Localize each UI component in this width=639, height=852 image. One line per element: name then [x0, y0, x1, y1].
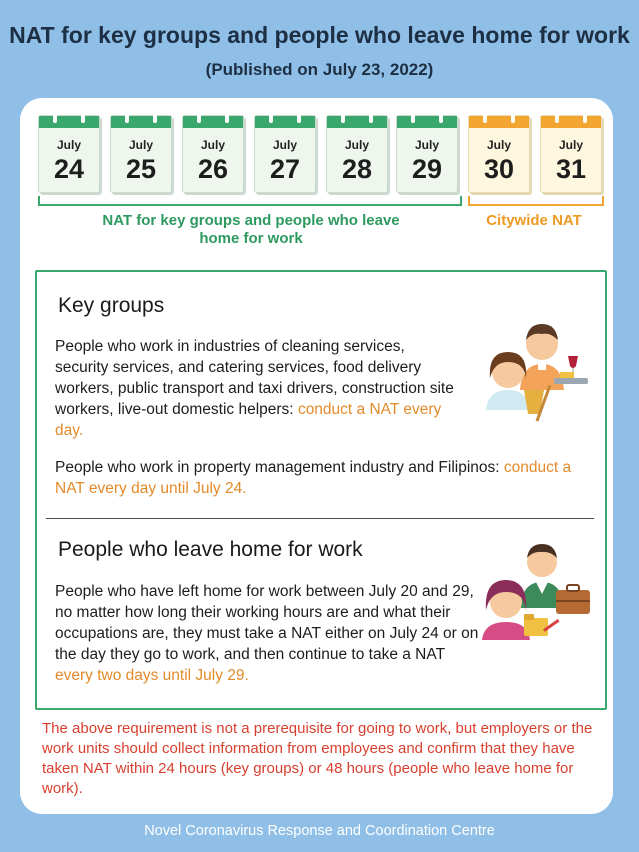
calendar-date: 27 — [269, 154, 301, 184]
calendar-header-bar — [255, 116, 315, 128]
calendar-date: 31 — [555, 154, 587, 184]
section-divider — [46, 518, 594, 519]
key-groups-para1-highlight: conduct a NAT every day. — [55, 401, 442, 439]
requirement-note: The above requirement is not a prerequisite for going to work, but employers or the work units should collect information from employees and confirm that they have taken NAT within 24 hours (key groups) or 48 hours (people who leave home for work). — [42, 720, 593, 797]
key-groups-heading: Key groups — [58, 294, 165, 317]
calendar-ring — [53, 113, 57, 123]
calendar-ring — [197, 113, 201, 123]
calendar-date: 30 — [483, 154, 515, 184]
calendar-day-24 — [38, 115, 100, 193]
calendar-day-29 — [396, 115, 458, 193]
leave-home-heading: People who leave home for work — [58, 538, 363, 561]
calendar-header-bar — [327, 116, 387, 128]
calendar-header-bar — [111, 116, 171, 128]
calendar-ring — [341, 113, 345, 123]
calendar-header-bar — [183, 116, 243, 128]
calendar-month: July — [128, 138, 153, 152]
calendar-ring — [411, 113, 415, 123]
calendar-header-bar — [397, 116, 457, 128]
calendar-day-27 — [254, 115, 316, 193]
calendar-date: 29 — [411, 154, 443, 184]
key-workers-illustration — [480, 318, 592, 430]
calendar-date: 25 — [125, 154, 157, 184]
calendar-day-30 — [468, 115, 530, 193]
calendar-header-bar — [541, 116, 601, 128]
calendar-day-25 — [110, 115, 172, 193]
calendar-ring — [483, 113, 487, 123]
calendar-ring — [297, 113, 301, 123]
calendar-month: July — [414, 138, 439, 152]
calendar-ring — [153, 113, 157, 123]
calendar-month: July — [486, 138, 511, 152]
calendar-ring — [555, 113, 559, 123]
calendar-date: 28 — [341, 154, 373, 184]
published-date: (Published on July 23, 2022) — [205, 60, 434, 79]
calendar-ring — [125, 113, 129, 123]
calendar-month: July — [200, 138, 225, 152]
orange-period-label: Citywide NAT — [486, 212, 582, 229]
calendar-ring — [583, 113, 587, 123]
green-period-label: NAT for key groups and people who leave home for work — [102, 212, 400, 247]
commuters-illustration — [478, 540, 594, 644]
calendar-header-bar — [469, 116, 529, 128]
calendar-header-bar — [39, 116, 99, 128]
calendar-month: July — [558, 138, 583, 152]
calendar-day-31 — [540, 115, 602, 193]
key-groups-para1: People who work in industries of cleaning services, security services, and catering services, food delivery workers, public transport and taxi drivers, construction site workers, live-out domestic helpers: conduct a NAT every day. — [55, 338, 454, 439]
page-title: NAT for key groups and people who leave home for work — [9, 22, 630, 48]
calendar-date: 26 — [197, 154, 229, 184]
key-groups-para2: People who work in property management industry and Filipinos: conduct a NAT every day until July 24. — [55, 459, 572, 497]
footer-credit: Novel Coronavirus Response and Coordination Centre — [144, 823, 495, 839]
calendar-ring — [511, 113, 515, 123]
calendar-ring — [369, 113, 373, 123]
calendar-month: July — [56, 138, 81, 152]
calendar-ring — [269, 113, 273, 123]
leave-home-para: People who have left home for work between July 20 and 29, no matter how long their working hours are and what their occupations are, they must take a NAT either on July 24 or on the day they go to work, and then continue to take a NAT every two days until July 29. — [55, 583, 479, 684]
orange-bracket — [468, 196, 604, 206]
calendar-day-28 — [326, 115, 388, 193]
calendar-month: July — [344, 138, 369, 152]
calendar-ring — [81, 113, 85, 123]
calendar-date: 24 — [53, 154, 85, 184]
leave-home-highlight: every two days until July 29. — [55, 667, 249, 684]
key-groups-para2-highlight: conduct a NAT every day until July 24. — [55, 459, 572, 497]
green-bracket — [38, 196, 462, 206]
calendar-month: July — [272, 138, 297, 152]
calendar-ring — [439, 113, 443, 123]
calendar-day-26 — [182, 115, 244, 193]
calendar-ring — [225, 113, 229, 123]
